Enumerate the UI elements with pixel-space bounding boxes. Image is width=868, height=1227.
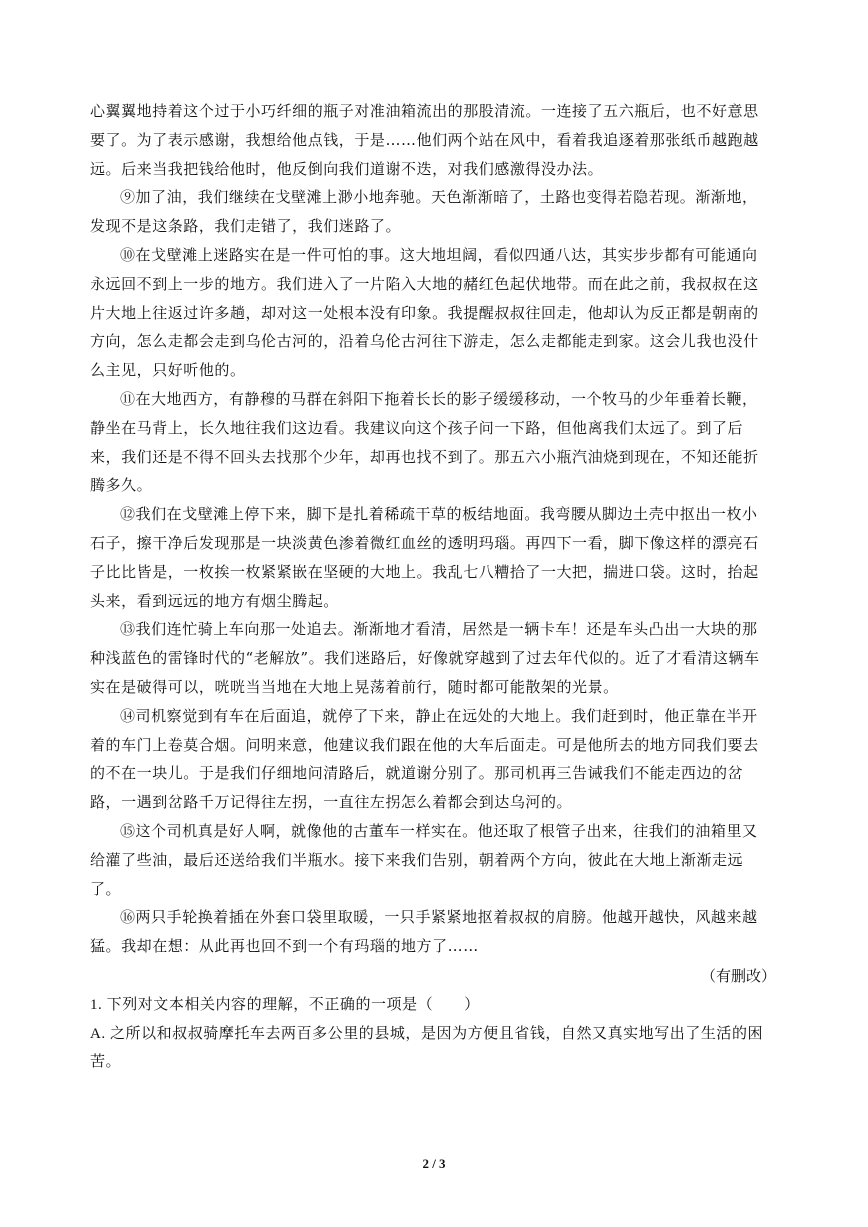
option-a-continued: 苦。 [90, 1054, 122, 1071]
text-line: 子比比皆是，一枚挨一枚紧紧嵌在坚硬的大地上。我乱七八糟拾了一大把，揣进口袋。这时，抬起 [90, 562, 759, 581]
text-line: 么主见，只好听他的。 [90, 361, 246, 380]
text-line: 远。后来当我把钱给他时，他反倒向我们道谢不迭，对我们感激得没办法。 [90, 159, 604, 178]
paragraph-14-line: ⑭司机察觉到有车在后面追，就停了下来，静止在远处的大地上。我们赶到时，他正靠在半开 [120, 706, 758, 725]
question-stem: 1. 下列对文本相关内容的理解，不正确的一项是（ ） [90, 996, 480, 1013]
page-number: 2 / 3 [422, 1156, 446, 1171]
text-line: 心翼翼地持着这个过于小巧纤细的瓶子对准油箱流出的那股清流。一连接了五六瓶后，也不好意思 [90, 102, 759, 120]
text-line: 方向，怎么走都会走到乌伦古河的，沿着乌伦古河往下游走，怎么走都能走到家。这会儿我也没什 [90, 332, 759, 351]
paragraph-16-line: ⑯两只手轮换着插在外套口袋里取暖，一只手紧紧地抠着叔叔的肩膀。他越开越快，风越来越 [120, 908, 758, 927]
text-line: 腾多久。 [90, 476, 153, 495]
text-line: 来，我们还是不得不回头去找那个少年，却再也找不到了。那五六小瓶汽油烧到现在，不知还能折 [90, 447, 759, 466]
text-line: 种浅蓝色的雷锋时代的“老解放”。我们迷路后，好像就穿越到了过去年代似的。近了才看清这辆车 [90, 649, 760, 668]
text-line: 静坐在马背上，长久地往我们这边看。我建议向这个孩子问一下路，但他离我们太远了。到了后 [90, 418, 744, 437]
paragraph-15-line: ⑮这个司机真是好人啊，就像他的古董车一样实在。他还取了根管子出来，往我们的油箱里又 [120, 821, 758, 840]
article-body [90, 97, 776, 1077]
text-line: 了。 [90, 879, 122, 898]
text-line: 给灌了些油，最后还送给我们半瓶水。接下来我们告别，朝着两个方向，彼此在大地上渐渐走远 [90, 850, 744, 869]
paragraph-13-line: ⑬我们连忙骑上车向那一处追去。渐渐地才看清，居然是一辆卡车！还是车头凸出一大块的那 [120, 620, 758, 639]
text-line: 路，一遇到岔路千万记得往左拐，一直往左拐怎么着都会到达乌河的。 [90, 793, 573, 812]
revision-note: （有删改） [700, 966, 776, 985]
text-line: 发现不是这条路，我们走错了，我们迷路了。 [90, 217, 402, 236]
text-line: 的不在一块儿。于是我们仔细地问清路后，就道谢分别了。那司机再三告诫我们不能走西边的岔 [90, 764, 744, 783]
text-line: 要了。为了表示感谢，我想给他点钱，于是……他们两个站在风中，看着我追逐着那张纸币越跑越 [90, 130, 759, 149]
text-line: 实在是破得可以，咣咣当当地在大地上晃荡着前行，随时都可能散架的光景。 [90, 677, 619, 696]
paragraph-12-line: ⑫我们在戈壁滩上停下来，脚下是扎着稀疏干草的板结地面。我弯腰从脚边土壳中抠出一枚小 [120, 505, 758, 524]
text-line: 着的车门上卷莫合烟。问明来意，他建议我们跟在他的大车后面走。可是他所去的地方同我们要去 [90, 735, 759, 754]
paragraph-9-line: ⑨加了油，我们继续在戈壁滩上渺小地奔驰。天色渐渐暗了，土路也变得若隐若现。渐渐地， [120, 188, 758, 207]
text-line: 片大地上往返过许多趟，却对这一处根本没有印象。我提醒叔叔往回走，他却认为反正都是朝南的 [90, 303, 759, 322]
text-line: 永远回不到上一步的地方。我们进入了一片陷入大地的赭红色起伏地带。而在此之前，我叔叔在这 [90, 274, 759, 293]
paragraph-10-line: ⑩在戈壁滩上迷路实在是一件可怕的事。这大地坦阔，看似四通八达，其实步步都有可能通向 [120, 245, 758, 264]
text-line: 头来，看到远远的地方有烟尘腾起。 [90, 591, 339, 610]
option-a: A. 之所以和叔叔骑摩托车去两百多公里的县城，是因为方便且省钱，自然又真实地写出了生活的困 [90, 1025, 764, 1042]
text-line: 猛。我却在想：从此再也回不到一个有玛瑙的地方了…… [90, 937, 479, 956]
paragraph-11-line: ⑪在大地西方，有静穆的马群在斜阳下拖着长长的影子缓缓移动，一个牧马的少年垂着长鞭， [120, 389, 758, 408]
text-line: 石子，擦干净后发现那是一块淡黄色渗着微红血丝的透明玛瑙。再四下一看，脚下像这样的漂亮石 [90, 533, 759, 552]
